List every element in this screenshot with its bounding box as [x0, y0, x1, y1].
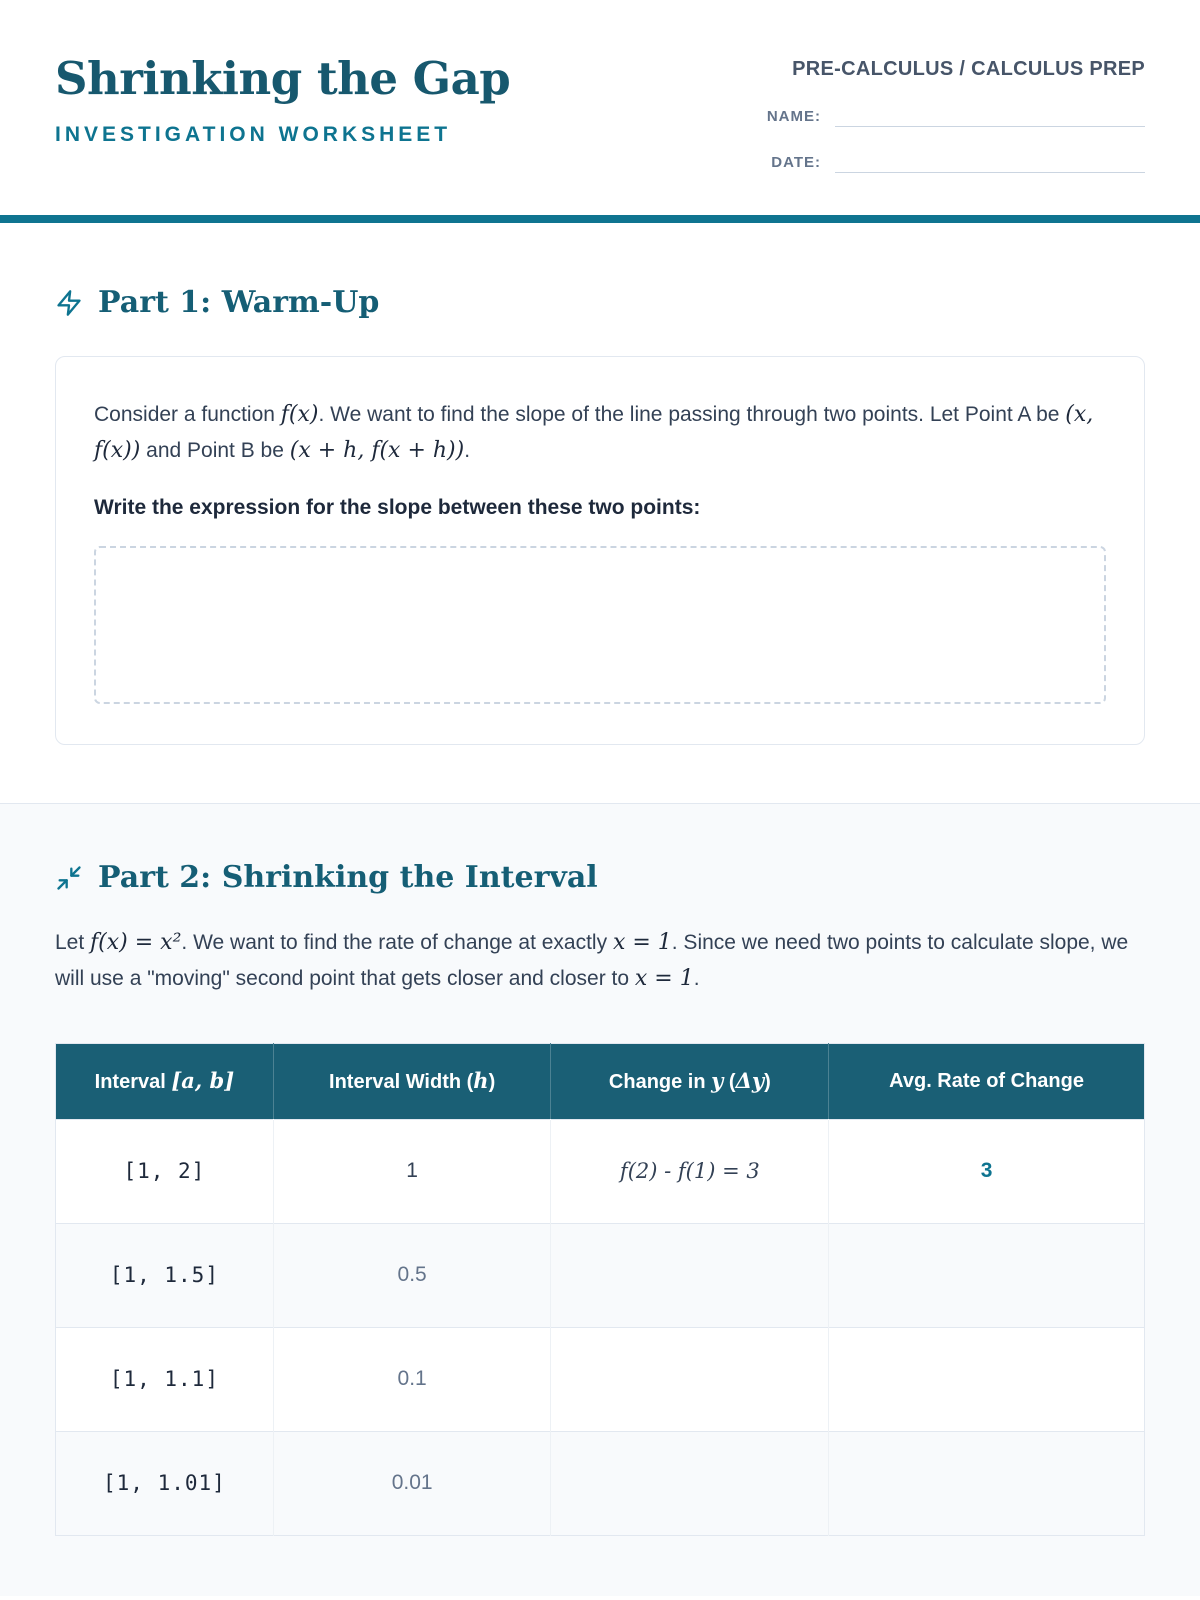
change-cell[interactable]: [551, 1327, 829, 1431]
col-header-rate: Avg. Rate of Change: [829, 1043, 1145, 1119]
math-delta-y: Δy: [735, 1068, 765, 1093]
intro-text: and Point B be: [140, 438, 290, 462]
header-right: [767, 52, 1145, 173]
part1-prompt: Write the expression for the slope between these two points:: [94, 496, 701, 520]
intro-text: . We want to find the rate of change at exactly: [181, 931, 613, 955]
math-x-equals-1: x = 1: [612, 930, 672, 956]
part1-section: [0, 223, 1200, 803]
math-ab: [a, b]: [171, 1068, 235, 1093]
rate-cell[interactable]: [829, 1223, 1145, 1327]
table-row: [56, 1327, 1145, 1431]
part1-heading-text: Part 1: Warm-Up: [98, 285, 380, 320]
part1-heading: [55, 285, 1145, 320]
math-point-b: (x + h, f(x + h)): [289, 437, 465, 463]
intro-text: . Since we need two points to calculate slope, we will use a "moving" second point that gets closer and closer to: [55, 931, 1129, 990]
part2-intro: [55, 925, 1130, 996]
worksheet-header: [0, 0, 1200, 215]
math-point-a: (x, f(x)): [94, 402, 1094, 463]
rate-cell: 3: [829, 1119, 1145, 1223]
page-title: Shrinking the Gap: [55, 52, 511, 105]
intro-text: Let: [55, 931, 91, 955]
width-cell: 1: [273, 1119, 551, 1223]
math-y: y: [711, 1068, 724, 1093]
interval-cell: [1, 1.5]: [56, 1223, 274, 1327]
change-cell: f(2) - f(1) = 3: [551, 1119, 829, 1223]
rate-cell[interactable]: [829, 1431, 1145, 1535]
page-subtitle: INVESTIGATION WORKSHEET: [55, 123, 452, 146]
part1-card: [55, 356, 1145, 745]
intro-text: . We want to find the slope of the line passing through two points. Let Point A be: [318, 403, 1066, 426]
table-row: [56, 1119, 1145, 1223]
width-cell: 0.5: [273, 1223, 551, 1327]
table-row: [56, 1223, 1145, 1327]
math-fx-squared: f(x) = x²: [90, 930, 182, 956]
lightning-icon: [55, 289, 83, 317]
table-row: [56, 1431, 1145, 1535]
course-label: PRE-CALCULUS / CALCULUS PREP: [792, 58, 1145, 80]
part2-heading-text: Part 2: Shrinking the Interval: [98, 860, 598, 896]
shrink-arrows-icon: [55, 864, 83, 892]
date-input-line[interactable]: [835, 151, 1145, 173]
header-left: [55, 52, 510, 147]
name-label: NAME:: [766, 108, 821, 125]
col-header-change: Change in y (Δy): [551, 1043, 829, 1119]
col-header-interval: Interval [a, b]: [56, 1043, 274, 1119]
interval-cell: [1, 1.1]: [56, 1327, 274, 1431]
teal-divider-bar: [0, 215, 1200, 223]
interval-cell: [1, 1.01]: [56, 1431, 274, 1535]
date-label: DATE:: [771, 154, 821, 171]
name-input-line[interactable]: [835, 105, 1145, 127]
change-cell[interactable]: [551, 1223, 829, 1327]
slope-answer-box[interactable]: [94, 546, 1106, 704]
interval-cell: [1, 2]: [56, 1119, 274, 1223]
intro-text: .: [693, 966, 700, 990]
name-field-row: [767, 105, 1145, 127]
part1-intro: [94, 397, 1106, 468]
part2-section: [0, 803, 1200, 1595]
interval-table: [55, 1043, 1145, 1536]
width-cell: 0.1: [273, 1327, 551, 1431]
intro-text: Consider a function: [94, 403, 281, 426]
col-header-width: Interval Width (h): [273, 1043, 551, 1119]
math-fx: f(x): [280, 402, 319, 427]
table-header: [56, 1043, 1145, 1119]
part2-heading: [55, 860, 1145, 895]
math-h: h: [473, 1068, 489, 1093]
rate-cell[interactable]: [829, 1327, 1145, 1431]
change-cell[interactable]: [551, 1431, 829, 1535]
width-cell: 0.01: [273, 1431, 551, 1535]
date-field-row: [767, 151, 1145, 173]
math-x-equals-1: x = 1: [634, 965, 694, 991]
intro-text: .: [464, 438, 471, 462]
